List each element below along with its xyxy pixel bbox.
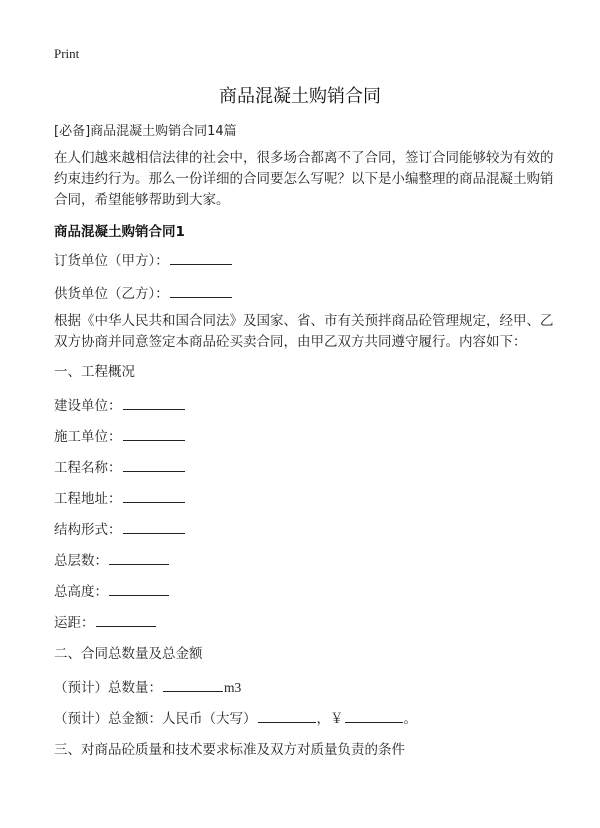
total-floors-blank — [109, 550, 169, 565]
quantity-label: （预计）总数量： — [54, 680, 162, 696]
intro-paragraph: 在人们越来越相信法律的社会中，很多场合都离不了合同，签订合同能够较为有效的约束违约行为。那么一份详细的合同要怎么写呢？以下是小编整理的商品混凝土购销合同，希望能够帮助到大家。 — [54, 150, 554, 208]
total-floors-label: 总层数： — [54, 553, 108, 569]
amount-label: （预计）总金额：人民币（大写） — [54, 711, 257, 727]
structure-type-line — [54, 518, 186, 538]
structure-type-blank — [123, 519, 185, 534]
total-height-blank — [109, 581, 169, 596]
section1-heading: 一、工程概况 — [54, 364, 135, 380]
project-name-line — [54, 456, 186, 476]
builder-unit-line — [54, 425, 186, 445]
total-height-label: 总高度： — [54, 584, 108, 600]
basis-paragraph: 根据《中华人民共和国合同法》及国家、省、市有关预拌商品砼管理规定，经甲、乙双方协商并同意签定本商品砼买卖合同，由甲乙双方共同遵守履行。内容如下： — [54, 313, 554, 350]
project-address-blank — [123, 488, 185, 503]
distance-blank — [96, 612, 156, 627]
total-floors-line — [54, 549, 170, 569]
document-subtitle: [必备]商品混凝土购销合同14篇 — [54, 124, 237, 139]
amount-line — [54, 707, 417, 727]
project-name-blank — [123, 457, 185, 472]
distance-line — [54, 611, 157, 631]
section3-heading: 三、对商品砼质量和技术要求标准及双方对质量负责的条件 — [54, 742, 405, 758]
section2-heading: 二、合同总数量及总金额 — [54, 646, 203, 662]
party-b-line — [54, 282, 233, 302]
party-a-line — [54, 249, 233, 269]
page-title: 商品混凝土购销合同 — [219, 86, 381, 107]
amount-separator: ，￥ — [316, 711, 344, 727]
amount-figures-blank — [345, 708, 403, 723]
project-address-line — [54, 487, 186, 507]
party-a-blank — [170, 250, 232, 265]
construction-unit-blank — [123, 395, 185, 410]
print-link[interactable]: Print — [54, 46, 80, 61]
quantity-blank — [163, 677, 223, 692]
contract-heading: 商品混凝土购销合同1 — [54, 224, 185, 240]
total-height-line — [54, 580, 170, 600]
quantity-line — [54, 676, 241, 696]
structure-type-label: 结构形式： — [54, 522, 122, 538]
quantity-unit: m3 — [224, 680, 242, 695]
builder-unit-label: 施工单位： — [54, 429, 122, 445]
amount-end: 。 — [403, 711, 417, 727]
amount-words-blank — [258, 708, 316, 723]
party-b-label: 供货单位（乙方）： — [54, 286, 169, 302]
construction-unit-label: 建设单位： — [54, 398, 122, 414]
party-b-blank — [170, 283, 232, 298]
project-name-label: 工程名称： — [54, 460, 122, 476]
distance-label: 运距： — [54, 615, 95, 631]
project-address-label: 工程地址： — [54, 491, 122, 507]
construction-unit-line — [54, 394, 186, 414]
party-a-label: 订货单位（甲方）： — [54, 253, 169, 269]
builder-unit-blank — [123, 426, 185, 441]
